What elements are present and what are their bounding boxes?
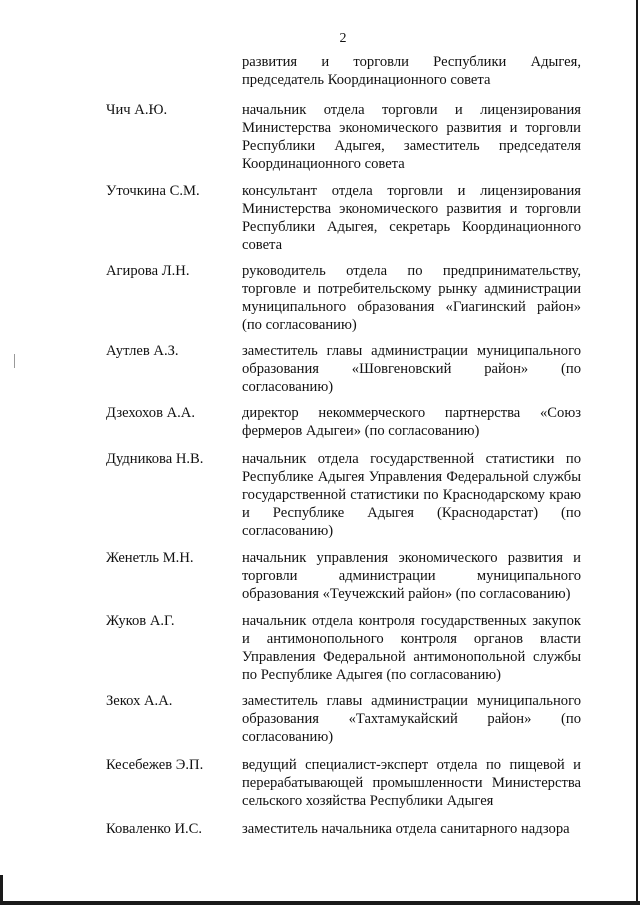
- member-position: начальник отдела торговли и лицензирования Министерства экономического развития и торговли Республики Адыгея, заместитель председателя Координационного совета: [242, 102, 581, 172]
- member-name: Уточкина С.М.: [106, 183, 200, 199]
- scan-edge-right: [636, 0, 638, 905]
- member-position: начальник управления экономического развития и торговли администрации муниципального образования «Теучежский район» (по согласованию): [242, 550, 581, 602]
- member-position: ведущий специалист-эксперт отдела по пищевой и перерабатывающей промышленности Министерства сельского хозяйства Республики Адыгея: [242, 757, 581, 809]
- member-position: директор некоммерческого партнерства «Союз фермеров Адыгеи» (по согласованию): [242, 405, 581, 439]
- member-name: Агирова Л.Н.: [106, 263, 190, 279]
- member-position: заместитель главы администрации муниципального образования «Тахтамукайский район» (по согласованию): [242, 693, 581, 745]
- member-position: руководитель отдела по предпринимательству, торговле и потребительскому рынку администрации муниципального образования «Гиагинский район» (по согласованию): [242, 263, 581, 333]
- page-number: 2: [339, 31, 347, 46]
- member-position: заместитель главы администрации муниципального образования «Шовгеновский район» (по согласованию): [242, 343, 581, 395]
- member-position: заместитель начальника отдела санитарного надзора: [242, 821, 570, 837]
- member-position: консультант отдела торговли и лицензирования Министерства экономического развития и торговли Республики Адыгея, секретарь Координационного совета: [242, 183, 581, 253]
- member-name: Жуков А.Г.: [106, 613, 175, 629]
- member-position: начальник отдела контроля государственных закупок и антимонопольного контроля органов власти Управления Федеральной антимонопольной службы по Республике Адыгея (по согласованию): [242, 613, 581, 683]
- member-name: Аутлев А.З.: [106, 343, 179, 359]
- member-name: Дудникова Н.В.: [106, 451, 204, 467]
- member-name: Кесебежев Э.П.: [106, 757, 204, 773]
- continued-description: развития и торговли Республики Адыгея, председатель Координационного совета: [242, 54, 581, 88]
- member-position: начальник отдела государственной статистики по Республике Адыгея Управления Федеральной службы государственной статистики по Краснодарскому краю и Республике Адыгея (Краснодарстат) (по согласованию): [242, 451, 581, 539]
- scan-margin-mark: [14, 354, 15, 368]
- member-name: Коваленко И.С.: [106, 821, 203, 837]
- member-name: Дзехохов А.А.: [106, 405, 195, 421]
- scan-edge-bottom: [0, 901, 640, 905]
- member-name: Чич А.Ю.: [106, 102, 168, 118]
- member-name: Женетль М.Н.: [106, 550, 194, 566]
- scan-edge-corner: [0, 875, 3, 905]
- member-name: Зекох А.А.: [106, 693, 173, 709]
